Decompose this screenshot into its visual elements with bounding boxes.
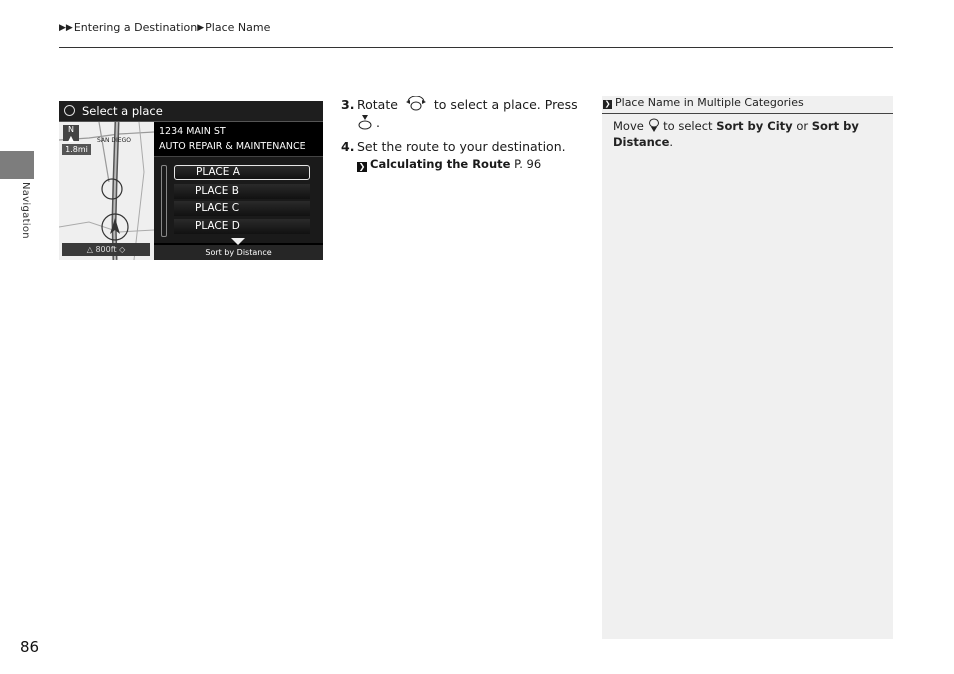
place-list — [154, 156, 323, 243]
map-distance: 1.8mi — [62, 144, 91, 155]
step-text: Rotate — [357, 97, 398, 112]
map-scale-value: 800ft — [95, 245, 117, 254]
screen-title-bar — [59, 101, 323, 122]
breadcrumb-item[interactable]: Entering a Destination — [73, 21, 198, 34]
note-title: Place Name in Multiple Categories — [615, 96, 804, 109]
step-text: Set the route to your destination. — [357, 139, 566, 154]
breadcrumb-arrow-icon: ▶▶ — [59, 22, 73, 33]
page-number: 86 — [20, 638, 40, 656]
reference-arrow-icon: ❯ — [358, 162, 366, 171]
step-4 — [341, 138, 581, 173]
move-knob-icon — [648, 117, 660, 133]
breadcrumb — [59, 21, 270, 34]
scale-down-icon[interactable]: ◇ — [119, 245, 126, 254]
scroll-down-icon[interactable] — [231, 238, 245, 245]
press-knob-icon — [357, 114, 373, 130]
section-label: Navigation — [20, 182, 31, 239]
note-text: . — [669, 135, 674, 149]
category-line: AUTO REPAIR & MAINTENANCE — [159, 141, 306, 152]
note-option: Sort by City — [716, 119, 793, 133]
breadcrumb-item[interactable]: Place Name — [205, 21, 271, 34]
back-icon — [64, 105, 75, 116]
address-line: 1234 MAIN ST — [159, 126, 226, 137]
sort-button[interactable]: Sort by Distance — [154, 245, 323, 260]
scale-up-icon[interactable]: △ — [86, 245, 93, 254]
step-text: . — [376, 115, 380, 130]
list-item[interactable]: PLACE D — [174, 219, 310, 234]
note-text: to select — [663, 119, 713, 133]
section-tab — [0, 151, 34, 179]
north-icon: N ▲ — [63, 125, 79, 141]
nav-screen-image — [59, 101, 323, 260]
step-number: 4. — [341, 139, 355, 154]
map-scale — [62, 243, 150, 256]
note-body — [613, 117, 883, 150]
note-text: or — [796, 119, 809, 133]
screen-title: Select a place — [82, 104, 163, 118]
cross-reference[interactable] — [357, 156, 581, 173]
list-item[interactable]: PLACE C — [174, 201, 310, 216]
instruction-steps — [341, 96, 581, 173]
step-text: to select a place. Press — [433, 97, 578, 112]
note-arrow-icon: ❯ — [604, 100, 611, 108]
breadcrumb-arrow-icon: ▶ — [197, 22, 205, 33]
reference-page: P. 96 — [514, 157, 542, 171]
note-text: Move — [613, 119, 644, 133]
address-panel — [154, 122, 323, 154]
step-3 — [341, 96, 581, 132]
note-header — [602, 96, 893, 114]
side-note — [602, 96, 893, 639]
step-number: 3. — [341, 97, 355, 112]
rotate-knob-icon — [405, 96, 427, 112]
map-street-label: SAN DIEGO — [97, 137, 131, 144]
header-divider — [59, 47, 893, 48]
list-item[interactable]: PLACE B — [174, 184, 310, 199]
note-option: Sort by Distance — [613, 119, 859, 149]
reference-title[interactable]: Calculating the Route — [370, 157, 511, 171]
list-item[interactable]: PLACE A — [174, 165, 310, 180]
list-scrollbar[interactable] — [161, 165, 167, 237]
